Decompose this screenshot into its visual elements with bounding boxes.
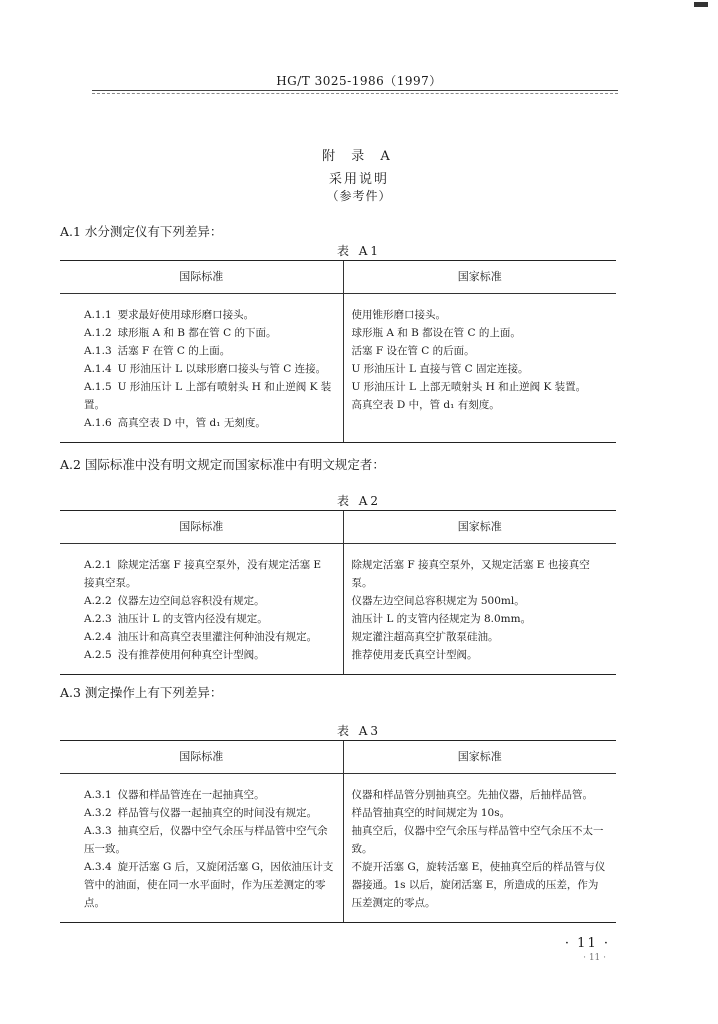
list-item: 推荐使用麦氏真空计型阀。 <box>351 649 478 661</box>
list-item: A.1.2 球形瓶 A 和 B 都在管 C 的下面。 <box>84 327 277 339</box>
page-number: · 11 · <box>564 936 610 951</box>
list-item: A.3.1 仪器和样品管连在一起抽真空。 <box>84 789 265 801</box>
table-a1-header-intl: 国际标准 <box>60 261 343 294</box>
section-a2-heading: A.2 国际标准中没有明文规定而国家标准中有明文规定者： <box>60 457 385 472</box>
list-item: 仪器左边空间总容积规定为 500ml。 <box>351 595 525 607</box>
table-a1-header-national: 国家标准 <box>343 261 616 294</box>
table-a2-caption: 表 A2 <box>336 494 382 508</box>
table-a2-left-cell <box>60 544 343 675</box>
appendix-title: 附 录 A <box>322 149 396 164</box>
list-item: A.2.2 仪器左边空间总容积没有规定。 <box>84 595 265 607</box>
list-item: 使用锥形磨口接头。 <box>351 309 446 321</box>
table-a3-header-national: 国家标准 <box>343 741 616 774</box>
list-item: 高真空表 D 中，管 d₁ 有刻度。 <box>351 399 500 411</box>
list-item: 样品管抽真空的时间规定为 10s。 <box>351 807 511 819</box>
list-item: 除规定活塞 F 接真空泵外，又规定活塞 E 也接真空泵。 <box>351 559 590 589</box>
list-item: A.1.4 U 形油压计 L 以球形磨口接头与管 C 连接。 <box>84 363 327 375</box>
standard-header: HG/T 3025-1986（1997） <box>276 74 442 88</box>
table-a1-left-cell <box>60 294 343 443</box>
list-item: 抽真空后，仪器中空气余压与样品管中空气余压不太一致。 <box>351 825 604 855</box>
appendix-subtitle: 采用说明 <box>328 172 389 187</box>
list-item: 球形瓶 A 和 B 都设在管 C 的上面。 <box>351 327 521 339</box>
list-item: A.2.5 没有推荐使用何种真空计型阀。 <box>84 649 265 661</box>
header-rule <box>92 90 618 91</box>
table-a2-right-cell <box>343 544 616 675</box>
table-a2 <box>60 510 616 675</box>
table-a3-header-intl: 国际标准 <box>60 741 343 774</box>
list-item: A.2.3 油压计 L 的支管内径没有规定。 <box>84 613 268 625</box>
list-item: A.3.2 样品管与仪器一起抽真空的时间没有规定。 <box>84 807 318 819</box>
table-a1 <box>60 260 616 443</box>
list-item: 活塞 F 设在管 C 的后面。 <box>351 345 475 357</box>
table-a1-right-cell <box>343 294 616 443</box>
list-item: 油压计 L 的支管内径规定为 8.0mm。 <box>351 613 532 625</box>
table-a2-header-intl: 国际标准 <box>60 511 343 544</box>
appendix-note: （参考件） <box>326 189 392 203</box>
table-a3-caption: 表 A3 <box>336 724 382 738</box>
table-a3 <box>60 740 616 923</box>
table-a1-caption: 表 A1 <box>336 244 382 258</box>
list-item: A.2.4 油压计和高真空表里灌注何种油没有规定。 <box>84 631 318 643</box>
list-item: U 形油压计 L 上部无喷射头 H 和止逆阀 K 装置。 <box>351 381 587 393</box>
list-item: A.1.5 U 形油压计 L 上部有喷射头 H 和止逆阀 K 装置。 <box>84 381 332 411</box>
table-a3-right-cell <box>343 774 616 923</box>
section-a1-heading: A.1 水分测定仪有下列差异： <box>60 224 223 239</box>
list-item: 规定灌注超高真空扩散泵硅油。 <box>351 631 499 643</box>
section-a3-heading: A.3 测定操作上有下列差异： <box>60 685 223 700</box>
list-item: U 形油压计 L 直接与管 C 固定连接。 <box>351 363 529 375</box>
list-item: A.1.6 高真空表 D 中，管 d₁ 无刻度。 <box>84 417 266 429</box>
list-item: A.1.3 活塞 F 在管 C 的上面。 <box>84 345 231 357</box>
list-item: A.1.1 要求最好使用球形磨口接头。 <box>84 309 255 321</box>
list-item: A.2.1 除规定活塞 F 接真空泵外，没有规定活塞 E 接真空泵。 <box>84 559 322 589</box>
table-a2-header-national: 国家标准 <box>343 511 616 544</box>
list-item: 仪器和样品管分别抽真空。先抽仪器，后抽样品管。 <box>351 789 593 801</box>
list-item: A.3.3 抽真空后，仪器中空气余压与样品管中空气余压一致。 <box>84 825 328 855</box>
scan-corner-mark <box>694 2 708 7</box>
header-rule-dashed <box>92 93 618 94</box>
page-number-faint: · 11 · <box>583 953 606 963</box>
list-item: 不旋开活塞 G，旋转活塞 E，使抽真空后的样品管与仪器接通。1s 以后，旋闭活塞 E，所造成的压差，作为压差测定的零点。 <box>351 861 606 909</box>
table-a3-left-cell <box>60 774 343 923</box>
list-item: A.3.4 旋开活塞 G 后，又旋闭活塞 G，因依油压计支管中的油面，使在同一水平面时，作为压差测定的零点。 <box>84 861 334 909</box>
